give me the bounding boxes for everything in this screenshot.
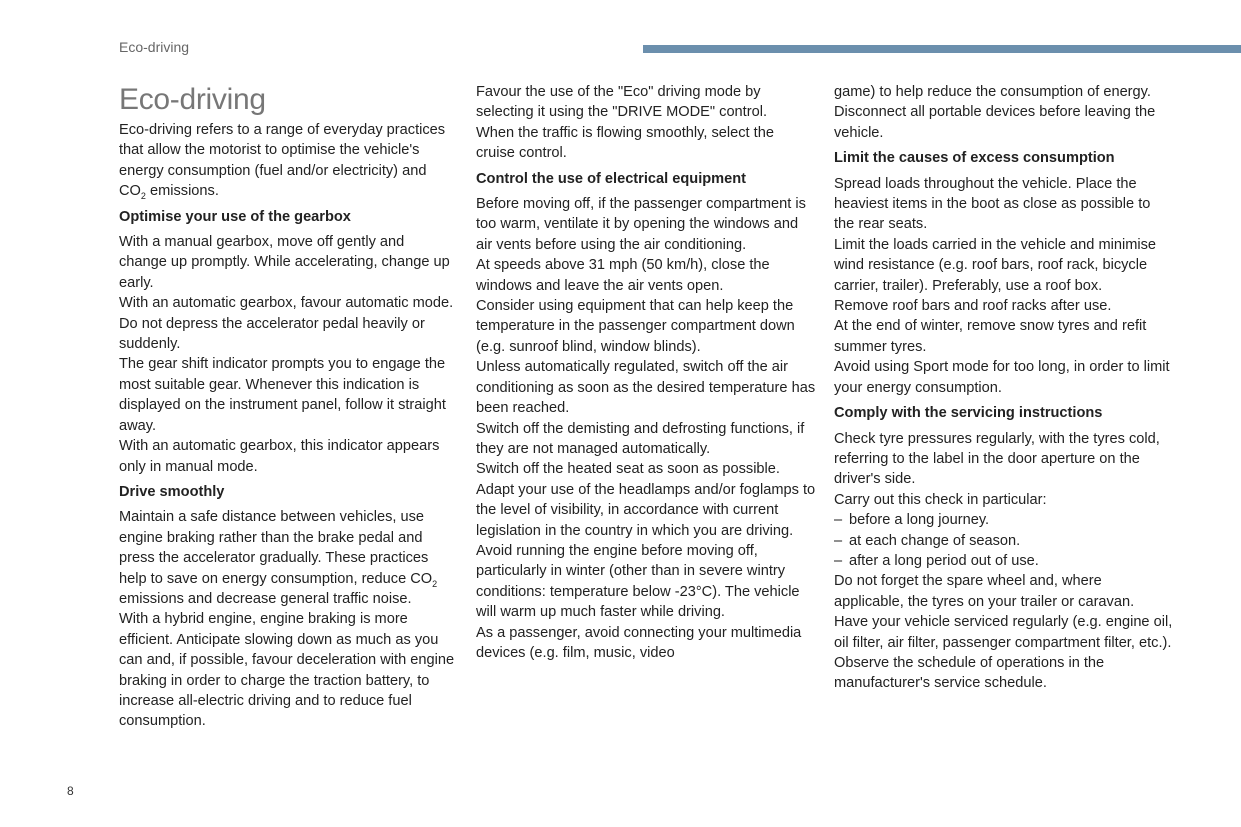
heading-gearbox: Optimise your use of the gearbox [119, 208, 351, 225]
paragraph: At speeds above 31 mph (50 km/h), close the windows and leave the air vents open. [476, 257, 770, 294]
paragraph: Switch off the heated seat as soon as possible. [476, 461, 780, 478]
paragraph: With an automatic gearbox, favour automatic mode. Do not depress the accelerator pedal heavily or suddenly. [119, 295, 454, 353]
column-3 [834, 82, 1174, 694]
paragraph: Have your vehicle serviced regularly (e.g. engine oil, oil filter, air filter, passenger compartment filter, etc.). Observe the schedule of operations in the manufacturer's service schedule. [834, 614, 1173, 692]
paragraph: With a manual gearbox, move off gently and change up promptly. While accelerating, change up early. [119, 234, 450, 291]
heading-electrical-equipment: Control the use of electrical equipment [476, 170, 747, 187]
heading-excess-consumption: Limit the causes of excess consumption [834, 150, 1115, 167]
heading-servicing: Comply with the servicing instructions [834, 405, 1103, 422]
paragraph: Adapt your use of the headlamps and/or foglamps to the level of visibility, in accordance with current legislation in the country in which you are driving. [476, 481, 816, 539]
paragraph: Check tyre pressures regularly, with the tyres cold, referring to the label in the door aperture on the driver's side. [834, 430, 1160, 488]
list-item: – before a long journey. [834, 512, 990, 529]
paragraph: Before moving off, if the passenger compartment is too warm, ventilate it by opening the windows and air vents before using the air conditioning. [476, 196, 806, 253]
paragraph: Remove roof bars and roof racks after use. [834, 298, 1112, 315]
header-accent-bar [643, 45, 1241, 53]
paragraph: At the end of winter, remove snow tyres and refit summer tyres. [834, 318, 1147, 355]
paragraph: Do not forget the spare wheel and, where applicable, the tyres on your trailer or caravan. [834, 573, 1135, 610]
section-header-label: Eco-driving [119, 39, 190, 55]
paragraph: As a passenger, avoid connecting your multimedia devices (e.g. film, music, video [476, 624, 802, 661]
paragraph: Maintain a safe distance between vehicles, use engine braking rather than the brake pedal and press the accelerator gradually. These practices help to save on energy consumption, reduce $CO_2$ emissions and decrease general traffic noise. [119, 509, 438, 607]
paragraph: Consider using equipment that can help keep the temperature in the passenger compartment down (e.g. sunroof blind, window blinds). [476, 298, 795, 355]
paragraph: game) to help reduce the consumption of energy. [834, 84, 1151, 100]
list-item: – at each change of season. [834, 532, 1021, 549]
paragraph: Avoid running the engine before moving off, particularly in winter (other than in severe wintry conditions: temperature below -23°C). The vehicle will warm up much faster while driving. [476, 542, 800, 621]
page-title: Eco-driving [119, 83, 266, 116]
paragraph: Switch off the demisting and defrosting functions, if they are not managed automatically. [476, 420, 805, 457]
paragraph: Limit the loads carried in the vehicle and minimise wind resistance (e.g. roof bars, roof rack, bicycle carrier, trailer). Preferably, use a roof box. [834, 236, 1157, 294]
paragraph: Spread loads throughout the vehicle. Place the heaviest items in the boot as close as possible to the rear seats. [834, 175, 1151, 233]
column-1 [119, 82, 455, 732]
column-2 [476, 82, 816, 663]
paragraph: When the traffic is flowing smoothly, select the cruise control. [476, 124, 774, 162]
page-number: 8 [67, 784, 74, 798]
heading-drive-smoothly: Drive smoothly [119, 483, 225, 500]
paragraph: Favour the use of the "Eco" driving mode by selecting it using the "DRIVE MODE" control. [476, 84, 767, 121]
list-item: – after a long period out of use. [834, 552, 1039, 569]
paragraph: The gear shift indicator prompts you to engage the most suitable gear. Whenever this indication is displayed on the instrument panel, follow it straight away. [119, 356, 446, 434]
paragraph: Carry out this check in particular: [834, 491, 1047, 508]
paragraph: Avoid using Sport mode for too long, in order to limit your energy consumption. [834, 359, 1170, 396]
paragraph: With a hybrid engine, engine braking is more efficient. Anticipate slowing down as much as you can and, if possible, favour deceleration with engine braking in order to charge the traction battery, to increase all-electric driving and to reduce fuel consumption. [119, 611, 455, 730]
paragraph: Disconnect all portable devices before leaving the vehicle. [834, 104, 1156, 141]
paragraph: Unless automatically regulated, switch off the air conditioning as soon as the desired temperature has been reached. [476, 359, 816, 417]
intro-paragraph: Eco-driving refers to a range of everyday practices that allow the motorist to optimise the vehicle's energy consumption (fuel and/or electricity) and $CO_2$ emissions. [119, 122, 446, 202]
paragraph: With an automatic gearbox, this indicator appears only in manual mode. [119, 438, 440, 475]
